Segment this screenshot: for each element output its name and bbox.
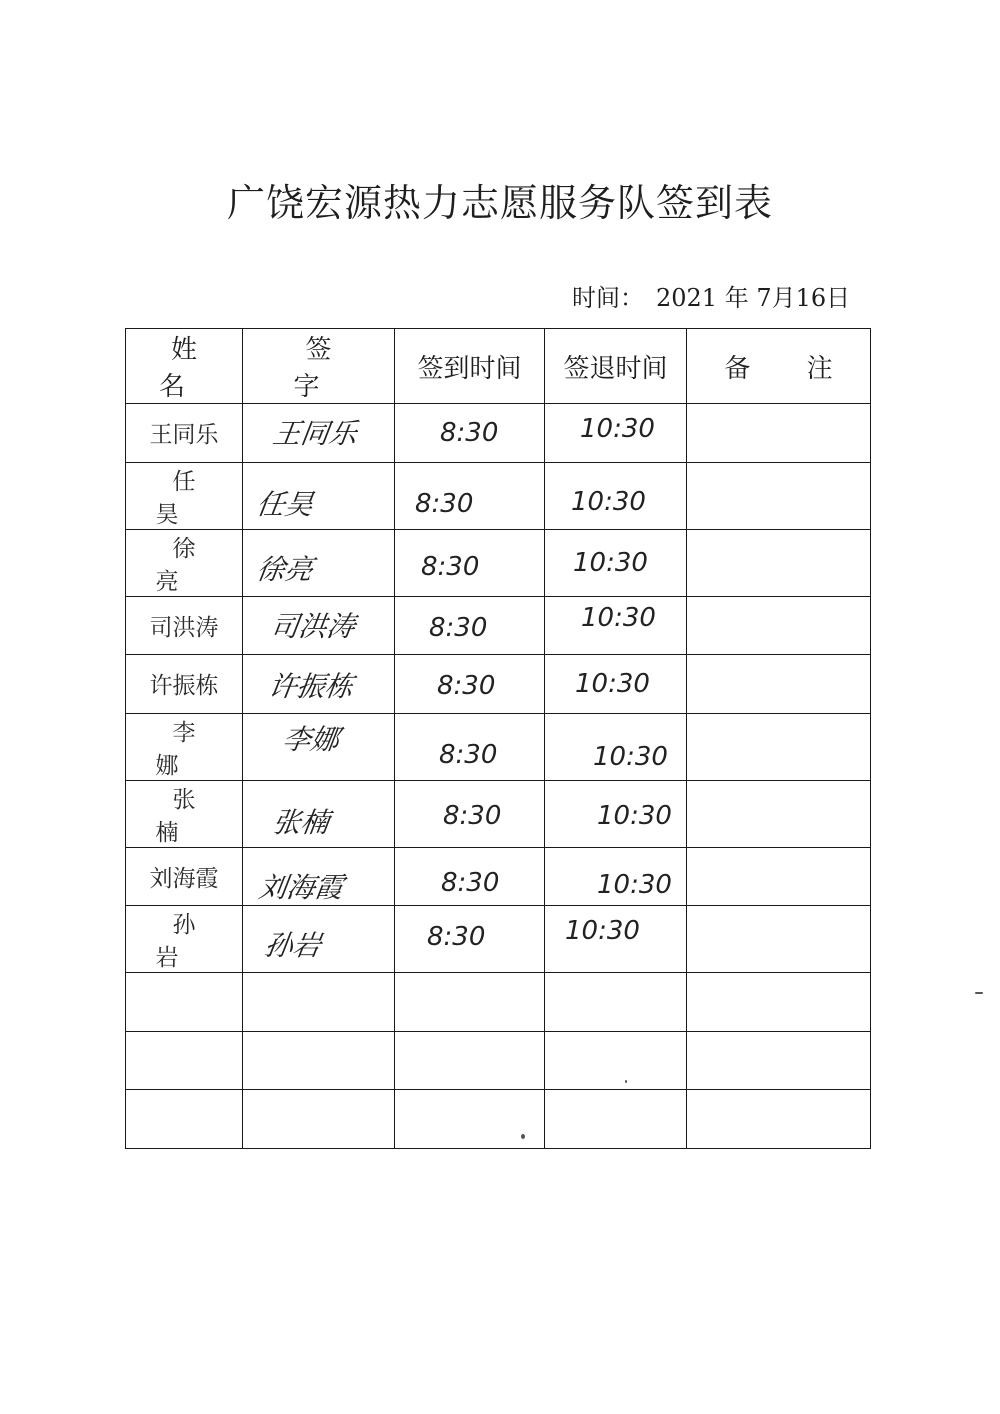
- name-text: 徐亮: [155, 535, 230, 595]
- cell-note: [687, 906, 871, 973]
- table-row: [126, 462, 871, 529]
- cell-checkin: [395, 973, 545, 1032]
- checkout-time: 10:30: [573, 547, 648, 578]
- checkout-time: 10:30: [593, 741, 668, 772]
- page-title: 广饶宏源热力志愿服务队签到表: [226, 181, 773, 225]
- checkin-time: 8:30: [415, 488, 474, 519]
- handwritten-signature: 徐亮: [254, 552, 316, 586]
- cell-signature: [243, 462, 395, 529]
- table-row: [126, 1090, 871, 1149]
- cell-checkout: [545, 906, 687, 973]
- checkout-time: 10:30: [571, 486, 646, 517]
- date-label: 时间：: [572, 284, 644, 312]
- cell-signature: [243, 529, 395, 596]
- scan-speck: [625, 1080, 627, 1083]
- cell-name: [126, 713, 243, 780]
- cell-checkout: [545, 529, 687, 596]
- date-year-unit: 年: [724, 284, 749, 312]
- cell-name: [126, 529, 243, 596]
- cell-checkout: [545, 1090, 687, 1149]
- header-signature: 签 字: [243, 329, 395, 404]
- cell-checkout: [545, 713, 687, 780]
- name-text: 孙岩: [155, 912, 230, 971]
- cell-name: [126, 655, 243, 714]
- cell-signature: [243, 1031, 395, 1090]
- cell-checkin: [395, 1090, 545, 1149]
- cell-name: [126, 462, 243, 529]
- header-checkout: 签退时间: [545, 329, 687, 404]
- name-text: 李娜: [155, 719, 230, 779]
- header-name: 姓 名: [126, 329, 243, 404]
- handwritten-signature: 张楠: [270, 805, 332, 839]
- cell-checkout: [545, 462, 687, 529]
- handwritten-signature: 李娜: [280, 722, 342, 756]
- table-row: [126, 404, 871, 463]
- cell-name: [126, 1031, 243, 1090]
- cell-signature: [243, 404, 395, 463]
- cell-checkin: [395, 462, 545, 529]
- checkout-time: 10:30: [575, 669, 650, 699]
- checkin-time: 8:30: [443, 800, 502, 831]
- scan-speck: [975, 992, 983, 994]
- cell-note: [687, 847, 871, 906]
- cell-signature: [243, 713, 395, 780]
- cell-note: [687, 713, 871, 780]
- checkin-time: 8:30: [429, 612, 488, 643]
- table-row: [126, 655, 871, 714]
- checkout-time: 10:30: [580, 414, 655, 444]
- cell-note: [687, 780, 871, 847]
- cell-signature: [243, 906, 395, 973]
- checkout-time: 10:30: [597, 869, 672, 900]
- cell-checkout: [545, 404, 687, 463]
- handwritten-signature: 许振栋: [266, 670, 356, 703]
- cell-checkin: [395, 404, 545, 463]
- cell-signature: [243, 780, 395, 847]
- cell-note: [687, 1090, 871, 1149]
- cell-name: [126, 973, 243, 1032]
- handwritten-signature: 刘海霞: [256, 870, 346, 904]
- name-text: 张楠: [155, 786, 230, 846]
- cell-checkin: [395, 906, 545, 973]
- cell-name: [126, 596, 243, 655]
- table-row: [126, 1031, 871, 1090]
- table-row: [126, 713, 871, 780]
- table-row: [126, 847, 871, 906]
- table-row: [126, 529, 871, 596]
- date-year: 2021: [656, 284, 718, 312]
- cell-note: [687, 529, 871, 596]
- table-row: [126, 906, 871, 973]
- table-row: [126, 780, 871, 847]
- cell-checkin: [395, 655, 545, 714]
- cell-checkout: [545, 1031, 687, 1090]
- checkout-time: 10:30: [565, 916, 640, 946]
- name-text: 司洪涛: [149, 614, 219, 641]
- checkin-time: 8:30: [437, 671, 496, 701]
- cell-checkout: [545, 847, 687, 906]
- checkin-time: 8:30: [427, 922, 486, 952]
- scan-speck: [521, 1134, 525, 1139]
- name-text: 许振栋: [149, 673, 219, 700]
- header-note: 备 注: [687, 329, 871, 404]
- cell-checkout: [545, 655, 687, 714]
- cell-signature: [243, 655, 395, 714]
- cell-checkin: [395, 529, 545, 596]
- checkin-time: 8:30: [441, 867, 500, 898]
- cell-checkin: [395, 713, 545, 780]
- cell-checkout: [545, 596, 687, 655]
- cell-checkout: [545, 780, 687, 847]
- checkin-time: 8:30: [440, 418, 499, 448]
- cell-signature: [243, 847, 395, 906]
- handwritten-signature: 孙岩: [262, 929, 324, 962]
- handwritten-signature: 司洪涛: [268, 609, 358, 643]
- table-row: [126, 973, 871, 1032]
- sign-in-table: [125, 328, 871, 1149]
- name-text: 刘海霞: [149, 865, 219, 892]
- cell-signature: [243, 973, 395, 1032]
- name-text: 王同乐: [149, 422, 219, 449]
- cell-note: [687, 655, 871, 714]
- date-month-day: 7月16日: [756, 284, 851, 312]
- cell-checkin: [395, 1031, 545, 1090]
- cell-note: [687, 596, 871, 655]
- name-text: 任昊: [155, 468, 230, 528]
- header-checkin: 签到时间: [395, 329, 545, 404]
- checkout-time: 10:30: [581, 602, 656, 633]
- cell-checkin: [395, 596, 545, 655]
- cell-note: [687, 1031, 871, 1090]
- date-line: [572, 278, 850, 313]
- cell-signature: [243, 596, 395, 655]
- cell-name: [126, 780, 243, 847]
- cell-name: [126, 906, 243, 973]
- cell-name: [126, 847, 243, 906]
- cell-name: [126, 1090, 243, 1149]
- checkin-time: 8:30: [439, 739, 498, 770]
- table-row: [126, 596, 871, 655]
- checkout-time: 10:30: [597, 800, 672, 831]
- cell-note: [687, 462, 871, 529]
- handwritten-signature: 任昊: [254, 487, 316, 521]
- cell-checkin: [395, 780, 545, 847]
- handwritten-signature: 王同乐: [270, 417, 360, 450]
- cell-note: [687, 973, 871, 1032]
- table-header-row: [126, 329, 871, 404]
- cell-checkout: [545, 973, 687, 1032]
- cell-checkin: [395, 847, 545, 906]
- cell-name: [126, 404, 243, 463]
- checkin-time: 8:30: [421, 551, 480, 582]
- cell-signature: [243, 1090, 395, 1149]
- cell-note: [687, 404, 871, 463]
